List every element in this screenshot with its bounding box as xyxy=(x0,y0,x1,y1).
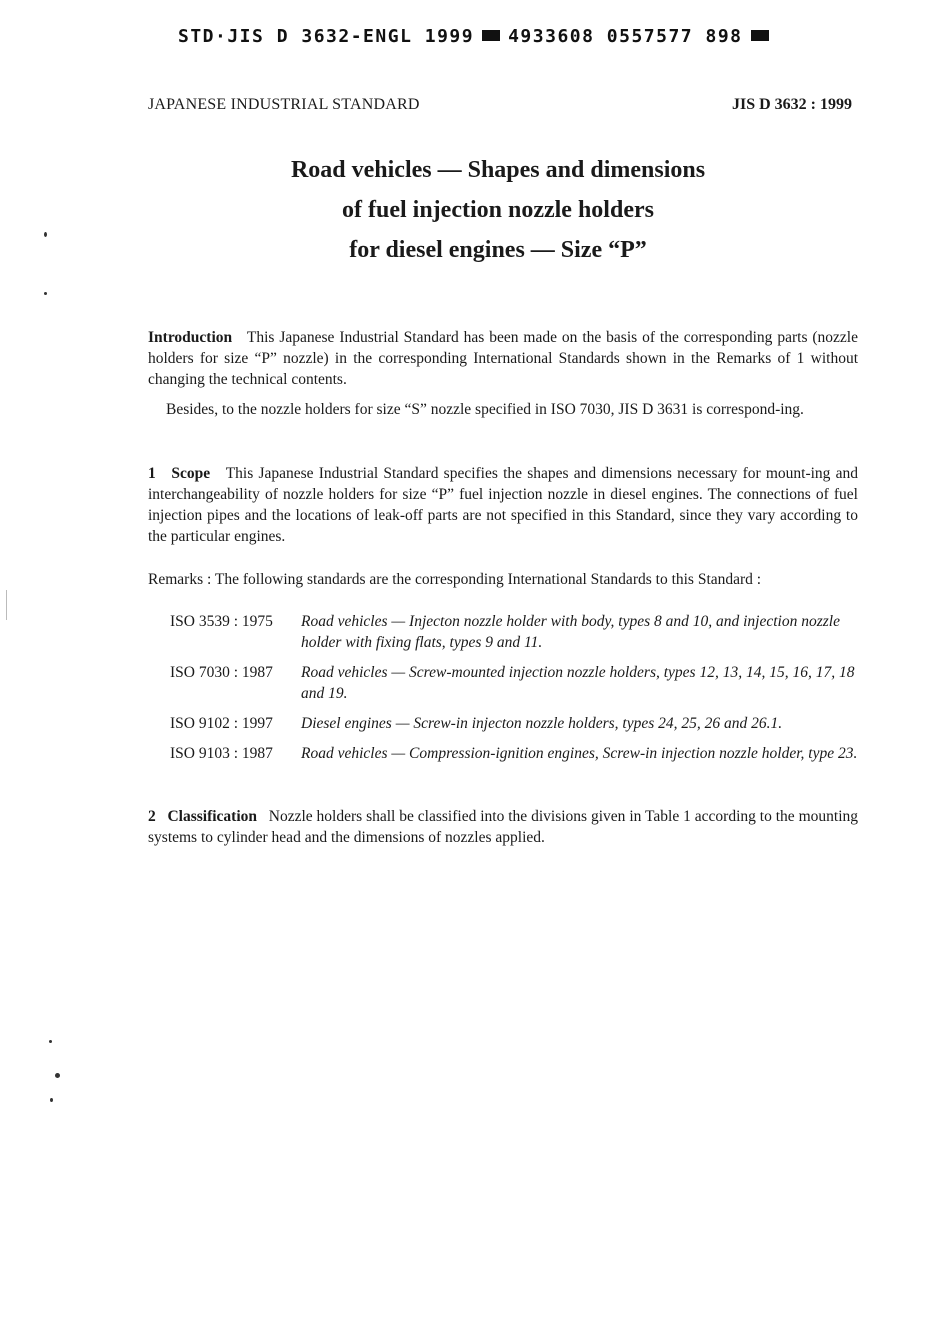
reference-item xyxy=(170,662,860,704)
reference-item xyxy=(170,611,860,653)
title-line-1: Road vehicles — Shapes and dimensions xyxy=(290,157,706,183)
title-line-2: of fuel injection nozzle holders xyxy=(342,197,654,223)
reference-title: Road vehicles — Injecton nozzle holder with body, types 8 and 10, and injection nozzle holder with fixing flats, types 9 and 11. xyxy=(301,613,840,651)
reference-code: ISO 9103 : 1987 xyxy=(170,745,273,762)
standard-label: JAPANESE INDUSTRIAL STANDARD xyxy=(148,96,420,113)
scope-number: 1 xyxy=(148,465,156,482)
classification-section xyxy=(148,806,858,848)
classification-text: Nozzle holders shall be classified into the divisions given in Table 1 according to the mounting systems to cylinder head and the dimensions of nozzles applied. xyxy=(148,808,859,846)
scope-heading: Scope xyxy=(171,465,211,482)
introduction-text: This Japanese Industrial Standard has been made on the basis of the corresponding parts (nozzle holders for size “P” nozzle) in the corresponding International Standards shown in the Remarks of 1 without changing the technical contents. xyxy=(148,329,858,388)
standard-number: JIS D 3632 : 1999 xyxy=(731,96,852,113)
scope-section xyxy=(148,463,858,547)
stamp-block-mark xyxy=(482,30,500,41)
reference-list xyxy=(170,611,860,773)
introduction-paragraph xyxy=(148,327,858,390)
title-line-3: for diesel engines — Size “P” xyxy=(349,237,647,263)
classification-number: 2 xyxy=(148,808,156,825)
reference-title: Road vehicles — Screw-mounted injection nozzle holders, types 12, 13, 14, 15, 16, 17, 18 and 19. xyxy=(301,664,855,702)
reference-code: ISO 7030 : 1987 xyxy=(170,664,273,681)
stamp-block-mark-end xyxy=(751,30,769,41)
scan-speck xyxy=(55,1073,60,1078)
scope-text: This Japanese Industrial Standard specifies the shapes and dimensions necessary for mount-ing and interchangeability of nozzle holders for size “P” fuel injection nozzle in diesel engines. The connections of fuel injection pipes and the locations of leak-off parts are not specified in this Standard, since they vary according to the particular engines. xyxy=(148,465,859,545)
reference-title: Diesel engines — Screw-in injecton nozzle holders, types 24, 25, 26 and 26.1. xyxy=(301,715,783,732)
introduction-heading: Introduction xyxy=(148,329,233,346)
classification-heading: Classification xyxy=(167,808,258,825)
document-title xyxy=(148,150,848,270)
stamp-code: STD·JIS D 3632-ENGL 1999 xyxy=(178,26,475,47)
scan-speck xyxy=(44,292,47,295)
besides-paragraph: Besides, to the nozzle holders for size “S” nozzle specified in ISO 7030, JIS D 3631 is correspond-ing. xyxy=(166,401,804,418)
scan-speck xyxy=(49,1040,52,1043)
scan-margin-line xyxy=(6,590,7,620)
catalog-stamp xyxy=(178,26,777,47)
reference-code: ISO 9102 : 1997 xyxy=(170,715,273,732)
scan-speck xyxy=(44,232,47,237)
reference-code: ISO 3539 : 1975 xyxy=(170,613,273,630)
scan-speck xyxy=(50,1098,53,1102)
stamp-number: 4933608 0557577 898 xyxy=(508,26,743,47)
remarks-text: Remarks : The following standards are the corresponding International Standards to this Standard : xyxy=(148,571,762,588)
reference-title: Road vehicles — Compression-ignition engines, Screw-in injection nozzle holder, type 23. xyxy=(301,745,858,762)
reference-item xyxy=(170,743,860,764)
reference-item xyxy=(170,713,860,734)
